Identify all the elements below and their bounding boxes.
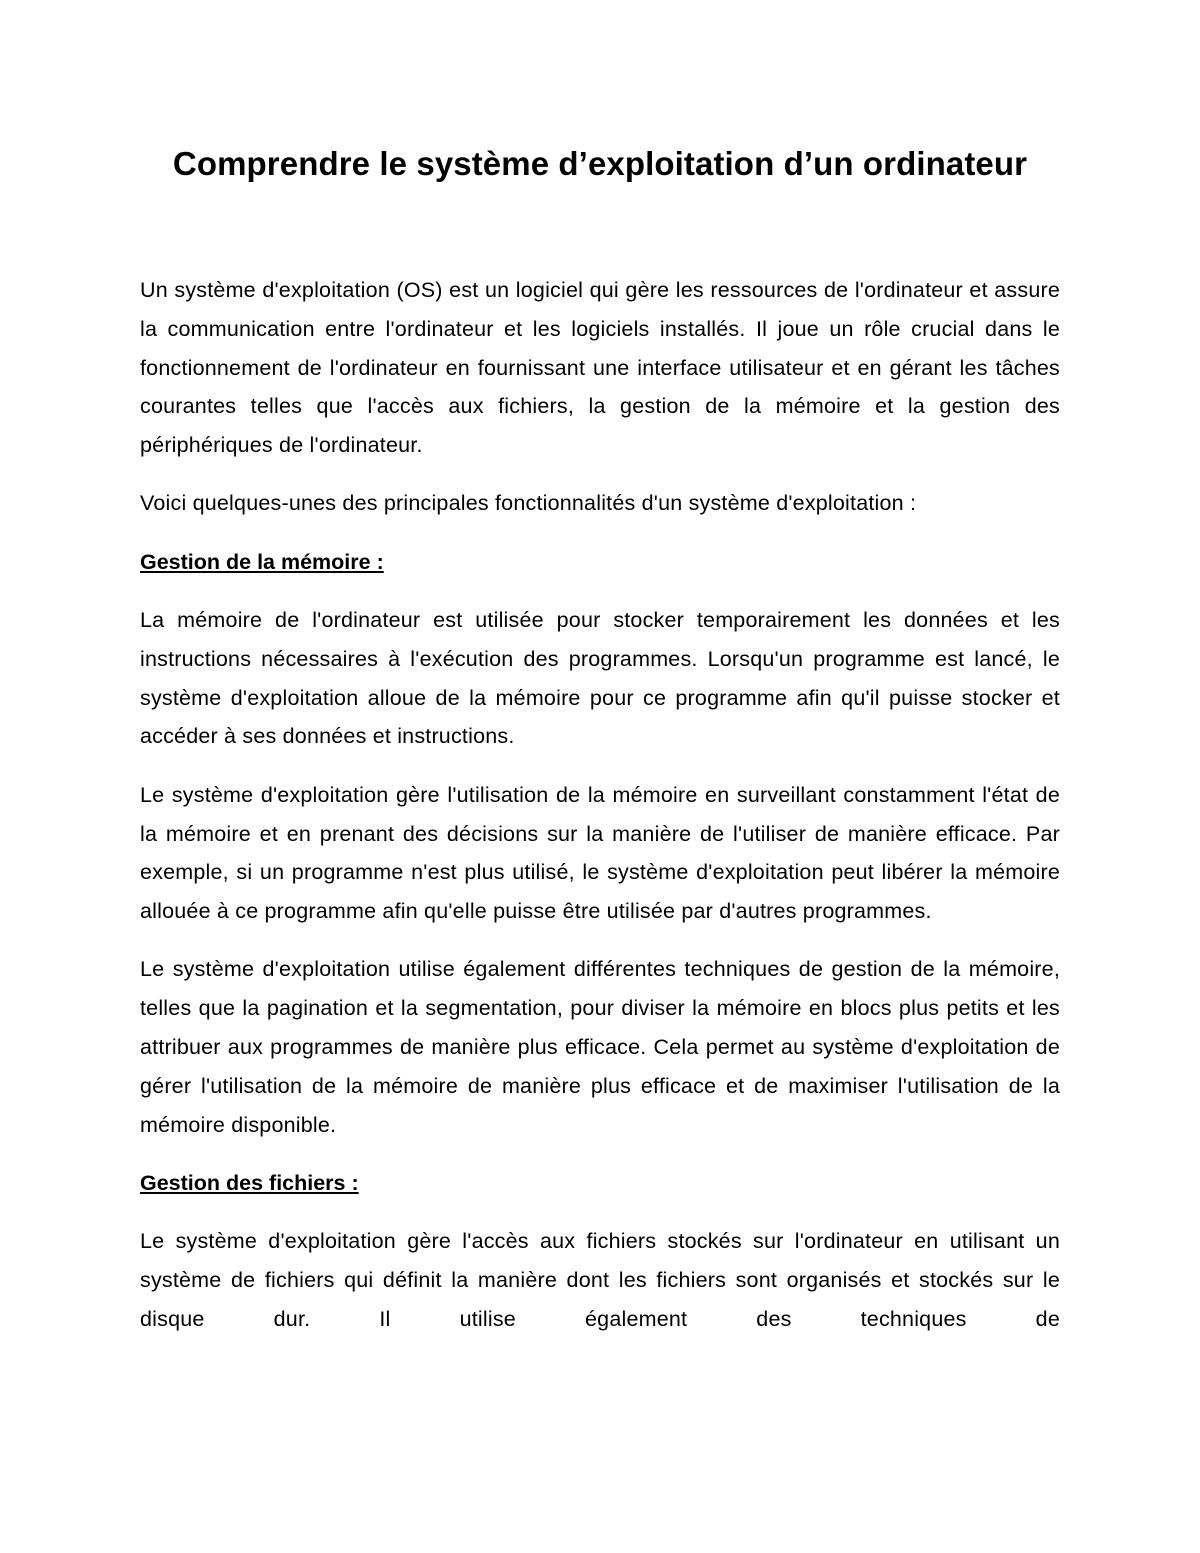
memory-paragraph-2: Le système d'exploitation gère l'utilisation de la mémoire en surveillant constamment l'état de la mémoire et en prenant des décisions sur la manière de l'utiliser de manière efficace. Par exemple, si un programme n'est plus utilisé, le système d'exploitation peut libérer la mémoire allouée à ce programme afin qu'elle puisse être utilisée par d'autres programmes. [140,782,1060,924]
page-title: Comprendre le système d’exploitation d’un ordinateur [172,145,1028,182]
files-paragraph-1: Le système d'exploitation gère l'accès aux fichiers stockés sur l'ordinateur en utilisant un système de fichiers qui définit la manière dont les fichiers sont organisés et stockés sur le disque dur. Il utilise également des techniques de [140,1229,1060,1331]
memory-paragraph-1: La mémoire de l'ordinateur est utilisée pour stocker temporairement les données et les instructions nécessaires à l'exécution des programmes. Lorsqu'un programme est lancé, le système d'exploitation alloue de la mémoire pour ce programme afin qu'il puisse stocker et accéder à ses données et instructions. [140,608,1060,749]
lead-paragraph: Voici quelques-unes des principales fonctionnalités d'un système d'exploitation : [140,491,917,516]
document-body [140,271,1060,1339]
memory-paragraph-3: Le système d'exploitation utilise également différentes techniques de gestion de la mémoire, telles que la pagination et la segmentation, pour diviser la mémoire en blocs plus petits et les attribuer aux programmes de manière plus efficace. Cela permet au système d'exploitation de gérer l'utilisation de la mémoire de manière plus efficace et de maximiser l'utilisation de la mémoire disponible. [140,957,1060,1137]
section-heading-memory: Gestion de la mémoire : [140,549,384,574]
intro-paragraph: Un système d'exploitation (OS) est un logiciel qui gère les ressources de l'ordinateur et assure la communication entre l'ordinateur et les logiciels installés. Il joue un rôle crucial dans le fonctionnement de l'ordinateur en fournissant une interface utilisateur et en gérant les tâches courantes telles que l'accès aux fichiers, la gestion de la mémoire et la gestion des périphériques de l'ordinateur. [140,278,1060,458]
section-heading-files: Gestion des fichiers : [140,1170,359,1195]
